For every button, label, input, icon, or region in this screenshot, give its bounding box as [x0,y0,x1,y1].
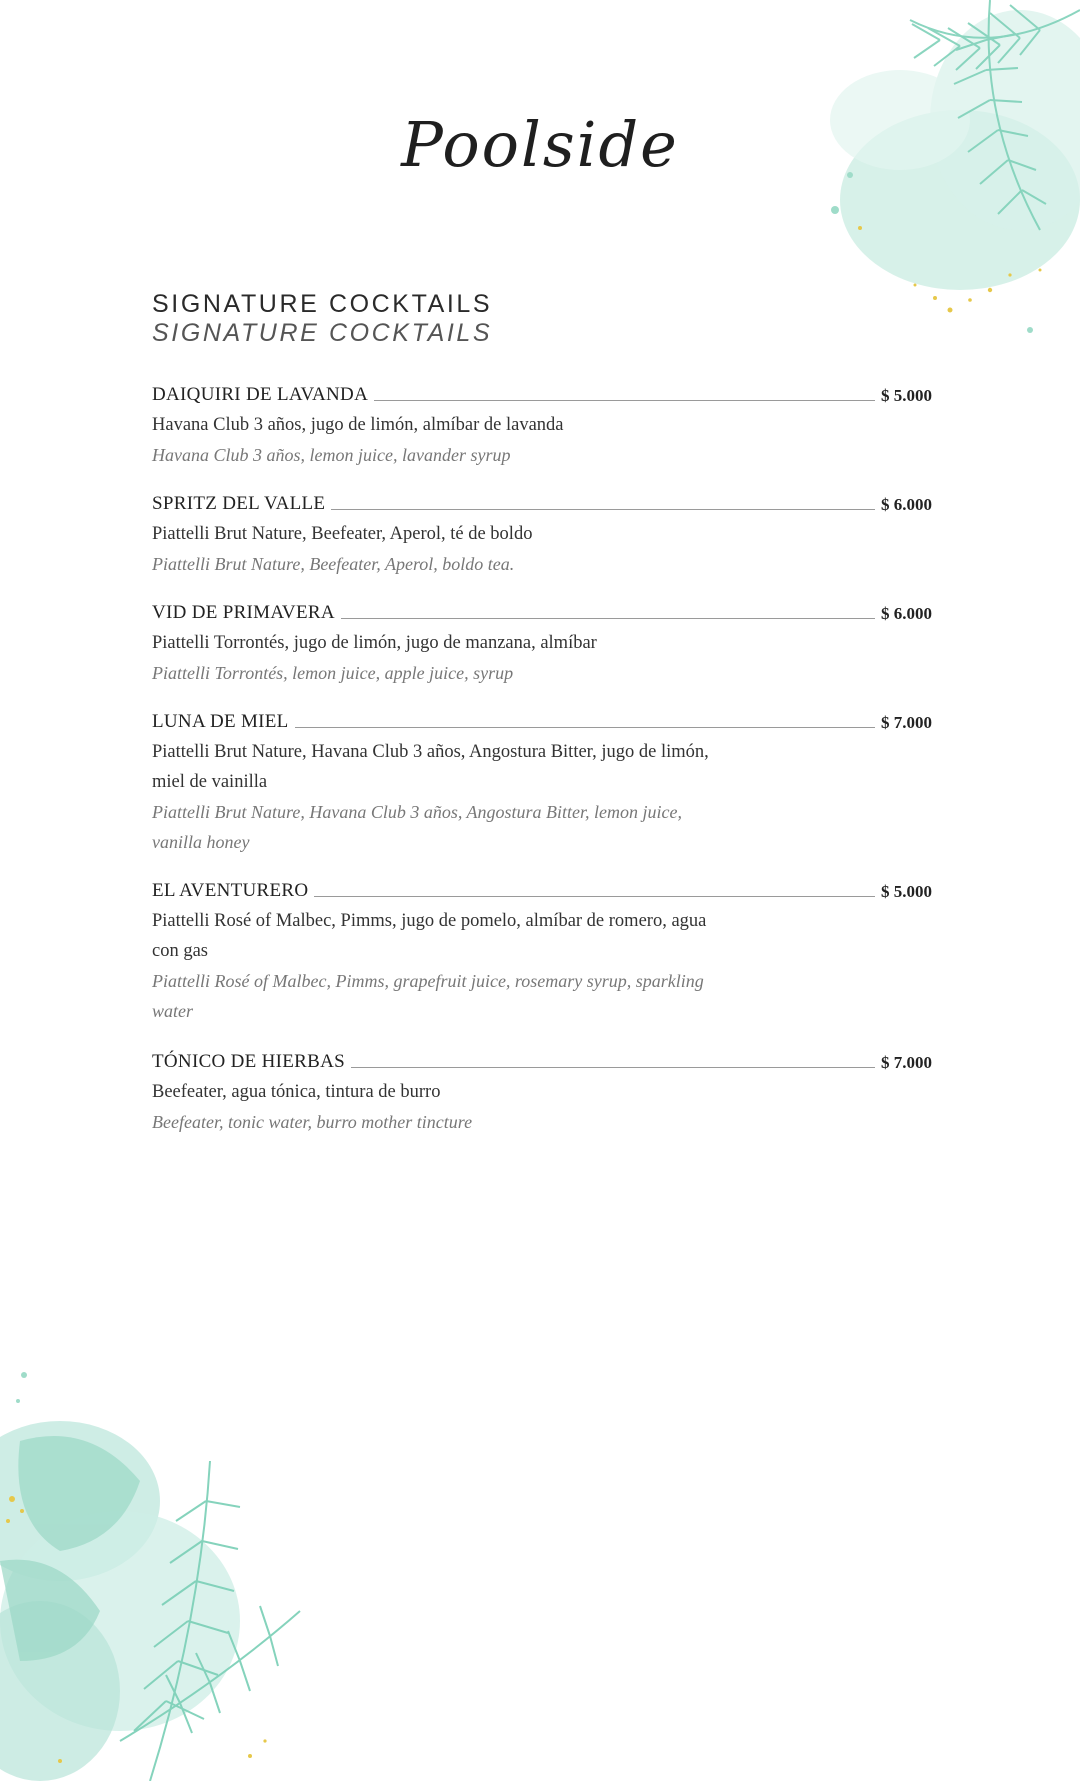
leader-line [314,896,875,897]
item-name: DAIQUIRI DE LAVANDA [152,384,369,405]
item-price: $ 6.000 [881,495,932,514]
leader-line [331,509,875,510]
item-description-en: Piattelli Rosé of Malbec, Pimms, grapefruit juice, rosemary syrup, sparkling water [152,971,704,1021]
item-name: EL AVENTURERO [152,880,309,901]
item-price: $ 5.000 [881,386,932,405]
item-description-en: Piattelli Torrontés, lemon juice, apple juice, syrup [152,663,514,683]
menu-item-header [152,1047,932,1073]
item-price: $ 7.000 [881,713,932,732]
menu-item [152,380,932,470]
item-description-es: Piattelli Brut Nature, Beefeater, Aperol, té de boldo [152,524,533,544]
item-price: $ 6.000 [881,604,932,623]
item-name: VID DE PRIMAVERA [152,602,335,623]
section-subtitle: SIGNATURE COCKTAILS [152,319,493,347]
menu-item [152,876,932,1026]
item-name: LUNA DE MIEL [152,711,289,732]
item-description-es: Piattelli Brut Nature, Havana Club 3 años, Angostura Bitter, jugo de limón, miel de vainilla [152,742,709,792]
item-description-en: Beefeater, tonic water, burro mother tincture [152,1112,473,1132]
menu-item-header [152,380,932,406]
item-price: $ 5.000 [881,882,932,901]
leader-line [341,618,875,619]
item-description-es: Piattelli Torrontés, jugo de limón, jugo de manzana, almíbar [152,633,597,653]
menu-item-header [152,707,932,733]
item-description-en: Piattelli Brut Nature, Havana Club 3 años, Angostura Bitter, lemon juice, vanilla honey [152,802,682,852]
item-name: SPRITZ DEL VALLE [152,493,326,514]
item-description-en: Piattelli Brut Nature, Beefeater, Aperol, boldo tea. [152,554,515,574]
section-title: SIGNATURE COCKTAILS [152,290,493,318]
menu-item [152,1047,932,1137]
item-description-en: Havana Club 3 años, lemon juice, lavander syrup [152,445,511,465]
menu-item-header [152,598,932,624]
section-header [152,290,492,348]
item-price: $ 7.000 [881,1053,932,1072]
menu-item [152,489,932,579]
menu-item [152,598,932,688]
menu-item-header [152,489,932,515]
leader-line [295,727,875,728]
item-description-es: Beefeater, agua tónica, tintura de burro [152,1082,441,1102]
palm-leaf-decoration-bottom [0,1361,320,1781]
menu-item-header [152,876,932,902]
item-name: TÓNICO DE HIERBAS [152,1051,345,1072]
item-description-es: Piattelli Rosé of Malbec, Pimms, jugo de pomelo, almíbar de romero, agua con gas [152,911,707,961]
menu-title: Poolside [401,108,679,181]
leader-line [351,1067,875,1068]
leader-line [374,400,875,401]
menu-item [152,707,932,857]
item-description-es: Havana Club 3 años, jugo de limón, almíbar de lavanda [152,415,564,435]
